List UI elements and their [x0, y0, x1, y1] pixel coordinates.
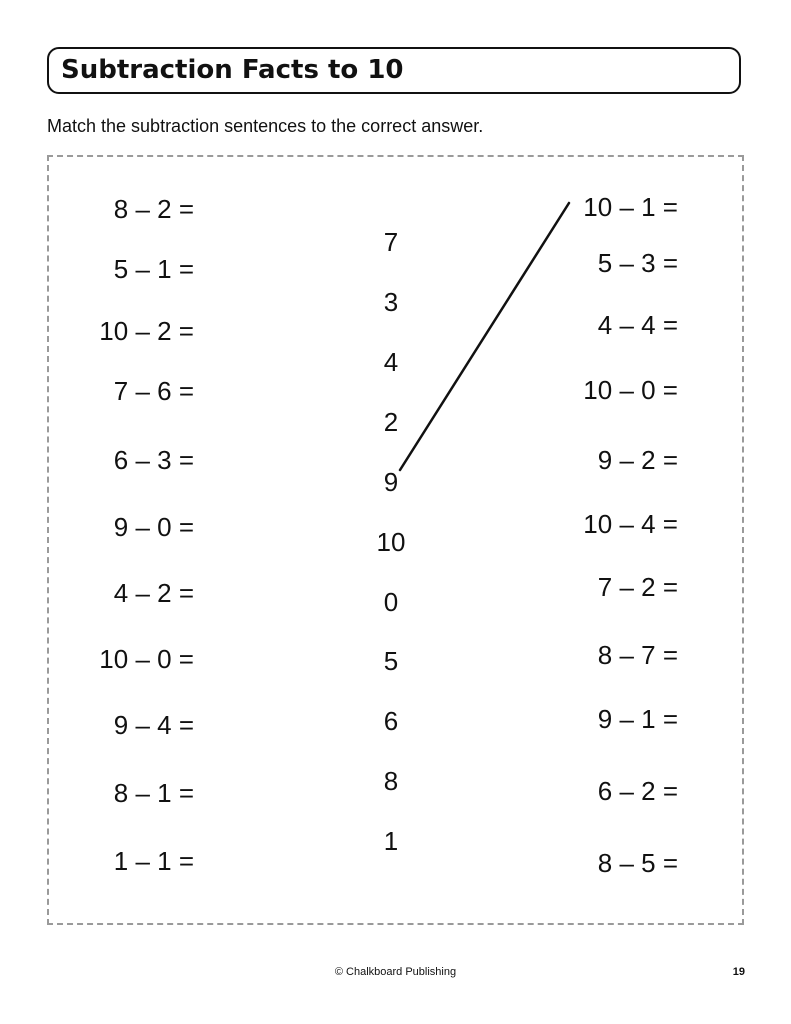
- left-expression: 5 – 1 =: [113, 254, 194, 284]
- right-expression: 9 – 2 =: [597, 445, 678, 475]
- right-expression: 6 – 2 =: [597, 776, 678, 806]
- left-expression: 4 – 2 =: [113, 578, 194, 608]
- right-expression: 7 – 2 =: [597, 572, 678, 602]
- right-expression: 4 – 4 =: [597, 310, 678, 340]
- instructions: Match the subtraction sentences to the correct answer.: [47, 116, 484, 136]
- answer-number: 5: [383, 646, 399, 676]
- copyright-footer: © Chalkboard Publishing: [334, 966, 457, 978]
- answer-number: 3: [383, 287, 399, 317]
- answer-number: 4: [383, 347, 399, 377]
- left-expression: 8 – 1 =: [113, 778, 194, 808]
- left-expression: 10 – 2 =: [99, 316, 194, 346]
- left-expression: 9 – 4 =: [113, 710, 194, 740]
- left-expression: 10 – 0 =: [99, 644, 194, 674]
- right-expression: 8 – 5 =: [597, 848, 678, 878]
- answer-number: 2: [383, 407, 399, 437]
- answer-number: 8: [383, 766, 399, 796]
- answer-number: 0: [383, 587, 399, 617]
- page-number: 19: [732, 966, 745, 978]
- page-title: Subtraction Facts to 10: [61, 55, 404, 85]
- left-expression: 7 – 6 =: [113, 376, 194, 406]
- answer-number: 6: [383, 706, 399, 736]
- right-expression: 10 – 4 =: [583, 509, 678, 539]
- answer-number: 7: [383, 227, 399, 257]
- right-expression: 8 – 7 =: [597, 640, 678, 670]
- answer-number: 10: [376, 527, 406, 557]
- answer-number: 9: [383, 467, 399, 497]
- answer-number: 1: [383, 826, 399, 856]
- left-expression: 9 – 0 =: [113, 512, 194, 542]
- left-expression: 1 – 1 =: [113, 846, 194, 876]
- left-expression: 8 – 2 =: [113, 194, 194, 224]
- title-box: [47, 47, 741, 94]
- right-expression: 10 – 0 =: [583, 375, 678, 405]
- right-expression: 5 – 3 =: [597, 248, 678, 278]
- right-expression: 10 – 1 =: [583, 192, 678, 222]
- right-expression: 9 – 1 =: [597, 704, 678, 734]
- left-expression: 6 – 3 =: [113, 445, 194, 475]
